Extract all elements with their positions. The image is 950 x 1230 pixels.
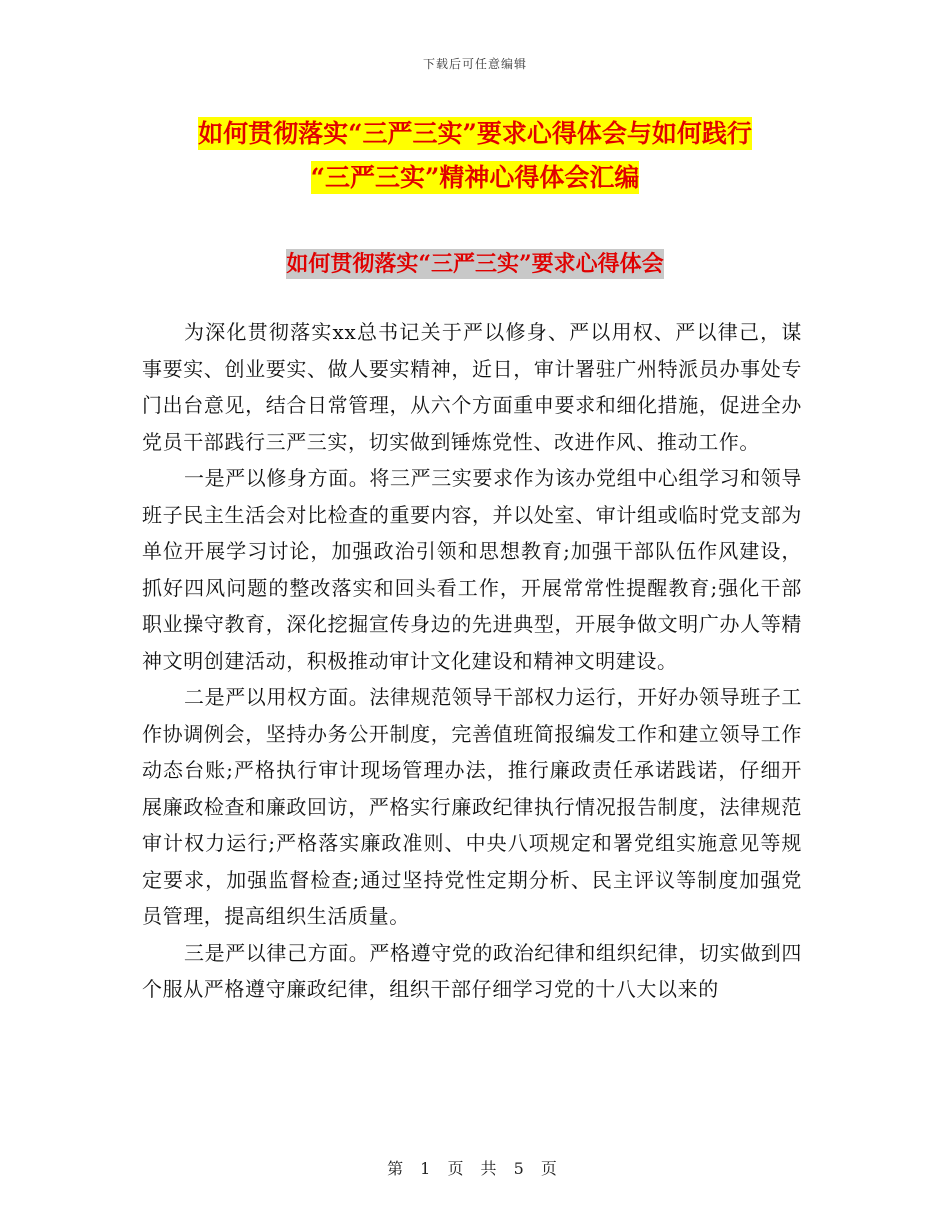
paragraph-self-cultivation: 一是严以修身方面。将三严三实要求作为该办党组中心组学习和领导班子民主生活会对比检查的重要内容，并以处室、审计组或临时党支部为单位开展学习讨论，加强政治引领和思想教育;加强干部队伍作风建设，抓好四风问题的整改落实和回头看工作，开展常常性提醒教育;强化干部职业操守教育，深化挖掘宣传身边的先进典型，开展争做文明广办人等精神文明创建活动，积极推动审计文化建设和精神文明建设。	[142, 466, 802, 673]
paragraph-power-use: 二是严以用权方面。法律规范领导干部权力运行，开好办领导班子工作协调例会，坚持办务公开制度，完善值班简报编发工作和建立领导工作动态台账;严格执行审计现场管理办法，推行廉政责任承诺践诺，仔细开展廉政检查和廉政回访，严格实行廉政纪律执行情况报告制度，法律规范审计权力运行;严格落实廉政准则、中央八项规定和署党组实施意见等规定要求，加强监督检查;通过坚持党性定期分析、民主评议等制度加强党员管理，提高组织生活质量。	[142, 685, 802, 928]
body-text	[142, 314, 802, 1008]
main-title-line-2: “三严三实”精神心得体会汇编	[310, 163, 640, 192]
paragraph-intro: 为深化贯彻落实xx总书记关于严以修身、严以用权、严以律己，谋事要实、创业要实、做人要实精神，近日，审计署驻广州特派员办事处专门出台意见，结合日常管理，从六个方面重申要求和细化措施，促进全办党员干部践行三严三实，切实做到锤炼党性、改进作风、推动工作。	[142, 320, 802, 454]
main-title-line-1: 如何贯彻落实“三严三实”要求心得体会与如何践行	[198, 119, 752, 148]
section-title	[140, 244, 810, 284]
main-title	[140, 112, 810, 200]
page-number: 第 1 页 共 5 页	[387, 1159, 563, 1178]
paragraph-self-discipline: 三是严以律己方面。严格遵守党的政治纪律和组织纪律，切实做到四个服从严格遵守廉政纪律，组织干部仔细学习党的十八大以来的	[142, 940, 802, 1001]
header-note: 下载后可任意编辑	[422, 57, 527, 71]
section-title-text: 如何贯彻落实“三严三实”要求心得体会	[286, 251, 664, 277]
